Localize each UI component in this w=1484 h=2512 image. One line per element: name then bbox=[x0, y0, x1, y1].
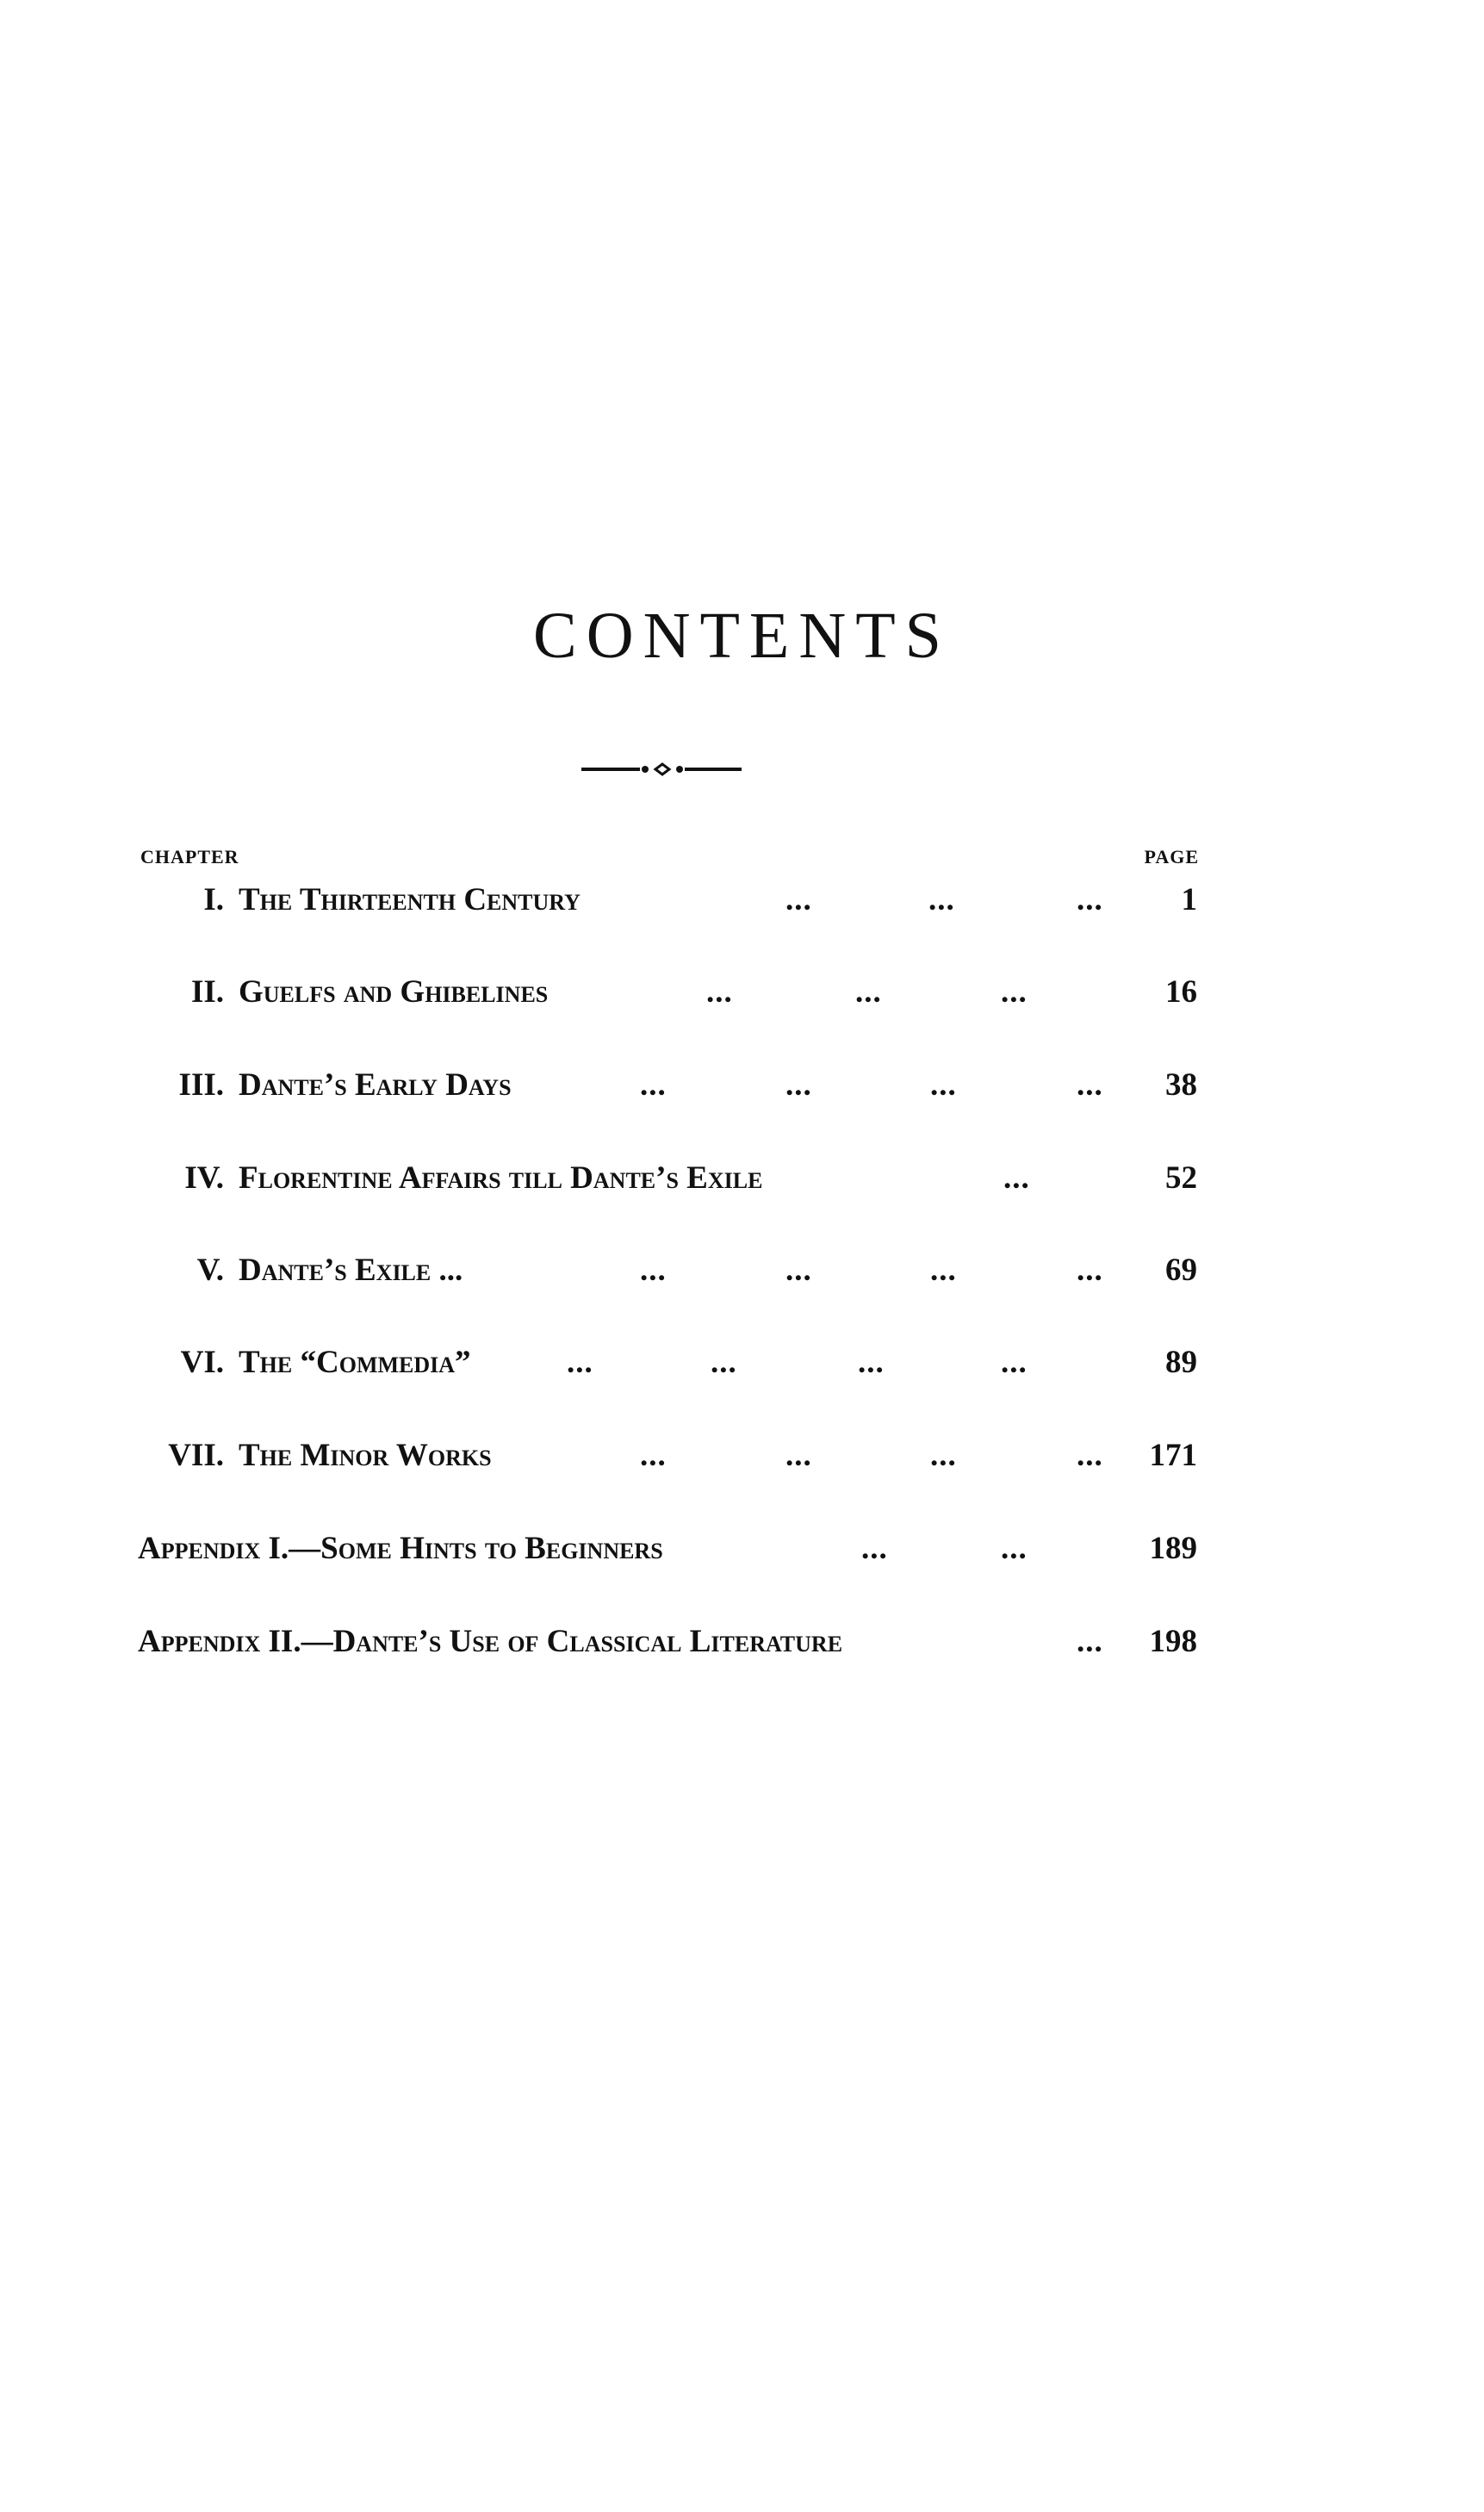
chapter-number: IV. bbox=[184, 1160, 224, 1196]
chapter-number: V. bbox=[196, 1253, 224, 1288]
toc-entry-chapter-7: VII. The Minor Works ... ... ... ... 171 bbox=[138, 1430, 1206, 1482]
toc-entry-appendix-2: Appendix II.—Dante’s Use of Classical Literature ... 198 bbox=[138, 1616, 1206, 1668]
page-number: 38 bbox=[1165, 1067, 1197, 1103]
chapter-title: Dante’s Early Days bbox=[239, 1067, 512, 1103]
toc-entry-chapter-1: I. The Thirteenth Century ... ... ... 1 bbox=[138, 874, 1206, 926]
page-number: 69 bbox=[1165, 1253, 1197, 1288]
toc-entry-chapter-5: V. Dante’s Exile ... ... ... ... ... 69 bbox=[138, 1245, 1206, 1296]
dash-diamond-ornament-icon bbox=[580, 756, 743, 782]
page-number: 171 bbox=[1149, 1438, 1197, 1473]
toc-entry-appendix-1: Appendix I.—Some Hints to Beginners ... ... 189 bbox=[138, 1523, 1206, 1575]
appendix-title: Appendix I.—Some Hints to Beginners bbox=[138, 1531, 663, 1566]
page-number: 189 bbox=[1149, 1531, 1197, 1566]
appendix-title: Appendix II.—Dante’s Use of Classical Literature bbox=[138, 1624, 843, 1659]
toc-entry-chapter-4: IV. Florentine Affairs till Dante’s Exile ... 52 bbox=[138, 1153, 1206, 1204]
chapter-number: VII. bbox=[168, 1438, 224, 1473]
chapter-number: VI. bbox=[180, 1345, 224, 1380]
chapter-number: II. bbox=[190, 974, 224, 1010]
chapter-title: Dante’s Exile ... bbox=[239, 1253, 463, 1288]
page-number: 16 bbox=[1165, 974, 1197, 1010]
page-number: 1 bbox=[1181, 882, 1197, 917]
page-title: CONTENTS bbox=[533, 600, 951, 672]
chapter-title: The Minor Works bbox=[239, 1438, 492, 1473]
chapter-number: I. bbox=[203, 882, 224, 917]
chapter-title: The Thirteenth Century bbox=[239, 882, 581, 917]
toc-entry-chapter-6: VI. The “Commedia” ... ... ... ... 89 bbox=[138, 1337, 1206, 1389]
chapter-title: Florentine Affairs till Dante’s Exile bbox=[239, 1160, 763, 1196]
chapter-column-heading: CHAPTER bbox=[140, 846, 239, 867]
chapter-number: III. bbox=[178, 1067, 224, 1103]
toc-entry-chapter-3: III. Dante’s Early Days ... ... ... ... 38 bbox=[138, 1060, 1206, 1111]
page-number: 89 bbox=[1165, 1345, 1197, 1380]
chapter-title: The “Commedia” bbox=[239, 1345, 471, 1380]
chapter-title: Guelfs and Ghibelines bbox=[239, 974, 549, 1010]
page-column-heading: PAGE bbox=[1144, 846, 1199, 867]
toc-entry-chapter-2: II. Guelfs and Ghibelines ... ... ... 16 bbox=[138, 967, 1206, 1018]
page-number: 198 bbox=[1149, 1624, 1197, 1659]
page-number: 52 bbox=[1165, 1160, 1197, 1196]
